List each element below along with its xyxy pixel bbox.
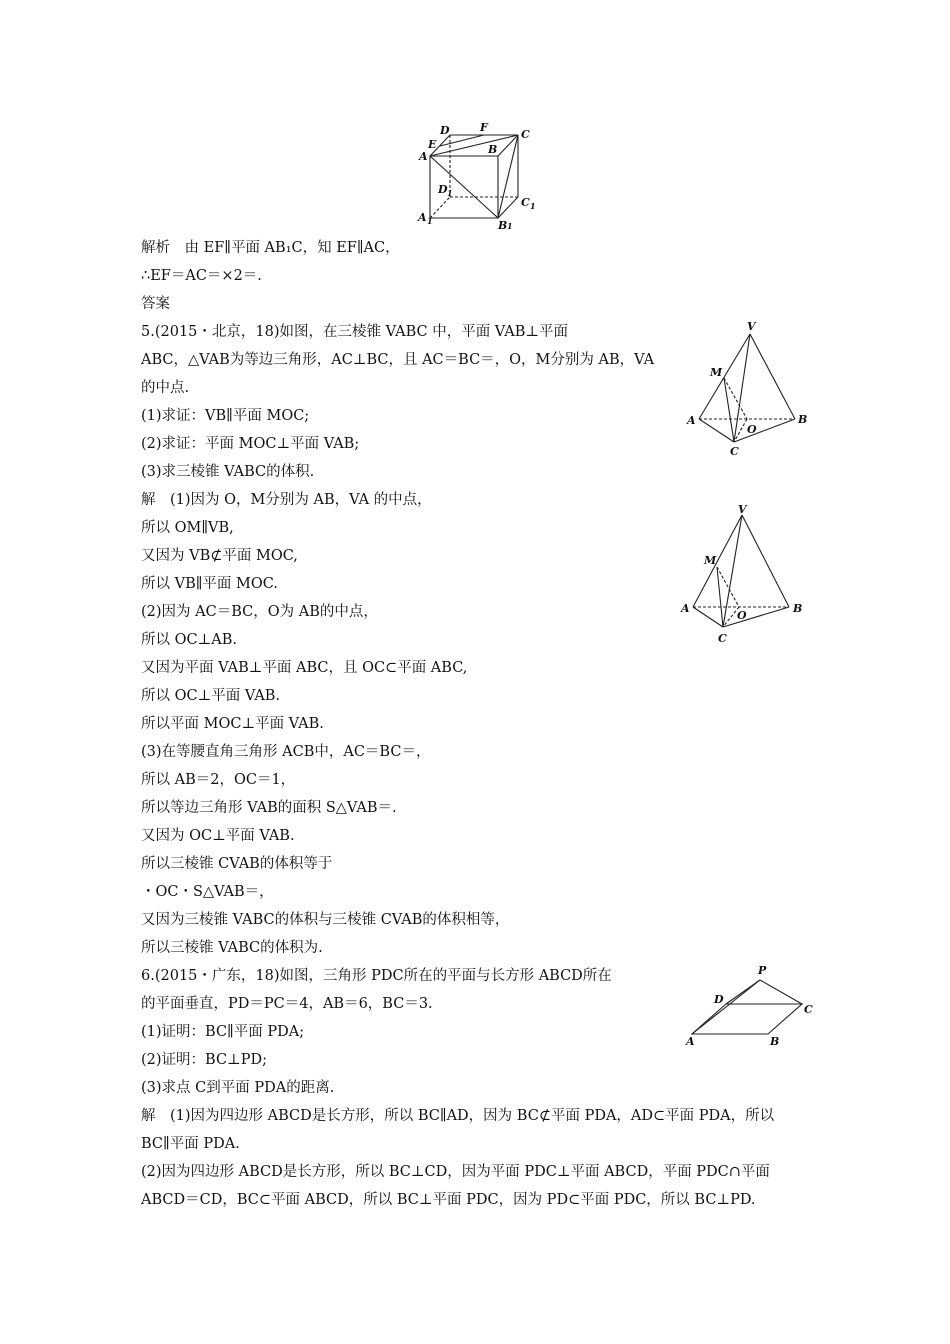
- cube-label-a1-sub: 1: [427, 216, 433, 226]
- q6-stem-line1: 6.(2015・广东，18)如图，三角形 PDC所在的平面与长方形 ABCD所在: [141, 968, 612, 984]
- cube-label-d: D: [440, 124, 450, 137]
- cube-label-b1: B: [498, 219, 508, 230]
- q5-solution-line13: 又因为 OC⊥平面 VAB.: [141, 828, 295, 844]
- pyr1-label-c: C: [730, 445, 739, 458]
- cube-label-a: A: [419, 150, 428, 163]
- prism-label-d: D: [714, 993, 724, 1006]
- q5-solution-line4: 所以 VB∥平面 MOC.: [141, 576, 278, 592]
- q5-stem-line3: 的中点.: [141, 380, 190, 396]
- pyramid-figure-1: [683, 318, 813, 460]
- cube-figure: [410, 118, 550, 230]
- analysis-result-line: ∴EF＝AC＝×2＝.: [141, 268, 262, 284]
- prism-label-a: A: [686, 1035, 695, 1048]
- pyr1-label-o: O: [747, 423, 757, 436]
- q6-part3: (3)求点 C到平面 PDA的距离.: [141, 1080, 335, 1096]
- q6-stem-line2: 的平面垂直，PD＝PC＝4，AB＝6，BC＝3.: [141, 996, 433, 1012]
- q5-part3: (3)求三棱锥 VABC的体积.: [141, 464, 315, 480]
- q5-solution-line14: 所以三棱锥 CVAB的体积等于: [141, 856, 333, 872]
- q5-solution-line9: 所以平面 MOC⊥平面 VAB.: [141, 716, 324, 732]
- pyr2-label-v: V: [738, 503, 747, 516]
- cube-label-d1: D: [438, 183, 448, 196]
- cube-label-b: B: [488, 143, 498, 156]
- q6-part1: (1)证明：BC∥平面 PDA;: [141, 1024, 305, 1040]
- pyr1-label-m: M: [710, 366, 723, 379]
- pyr2-label-m: M: [704, 554, 717, 567]
- q5-part1: (1)求证：VB∥平面 MOC;: [141, 408, 310, 424]
- q5-solution-line6: 所以 OC⊥AB.: [141, 632, 237, 648]
- q5-solution-line3: 又因为 VB⊄平面 MOC,: [141, 548, 298, 564]
- q5-solution-line1: 解 (1)因为 O，M分别为 AB，VA 的中点，: [141, 492, 432, 508]
- q5-solution-line2: 所以 OM∥VB,: [141, 520, 234, 536]
- q6-solution-line3: (2)因为四边形 ABCD是长方形，所以 BC⊥CD，因为平面 PDC⊥平面 ABCD，平面 PDC∩平面: [141, 1164, 770, 1180]
- q6-solution-line4: ABCD＝CD，BC⊂平面 ABCD，所以 BC⊥平面 PDC，因为 PD⊂平面 PDC，所以 BC⊥PD.: [141, 1192, 756, 1208]
- cube-label-c: C: [521, 128, 530, 141]
- prism-label-p: P: [758, 964, 767, 977]
- q5-stem-line1: 5.(2015・北京，18)如图，在三棱锥 VABC 中，平面 VAB⊥平面: [141, 324, 569, 340]
- analysis-line: 解析 由 EF∥平面 AB₁C，知 EF∥AC，: [141, 240, 400, 256]
- q6-solution-line1: 解 (1)因为四边形 ABCD是长方形，所以 BC∥AD，因为 BC⊄平面 PDA，AD⊂平面 PDA，所以: [141, 1108, 775, 1124]
- pyr2-label-a: A: [681, 602, 690, 615]
- cube-label-e: E: [428, 138, 437, 151]
- q5-part2: (2)求证：平面 MOC⊥平面 VAB;: [141, 436, 360, 452]
- prism-label-b: B: [770, 1035, 780, 1048]
- pyr1-label-a: A: [687, 414, 696, 427]
- cube-label-a1: A: [418, 211, 427, 224]
- q5-solution-line12: 所以等边三角形 VAB的面积 S△VAB＝.: [141, 800, 397, 816]
- q6-solution-line2: BC∥平面 PDA.: [141, 1136, 240, 1152]
- q5-solution-line10: (3)在等腰直角三角形 ACB中，AC＝BC＝，: [141, 744, 431, 760]
- cube-label-c1: C: [521, 196, 530, 209]
- pyr2-label-o: O: [737, 609, 747, 622]
- cube-label-c1-sub: 1: [530, 201, 536, 211]
- q5-solution-line7: 又因为平面 VAB⊥平面 ABC，且 OC⊂平面 ABC,: [141, 660, 468, 676]
- pyr1-label-v: V: [747, 320, 756, 333]
- q5-solution-line8: 所以 OC⊥平面 VAB.: [141, 688, 281, 704]
- prism-label-c: C: [804, 1003, 813, 1016]
- cube-label-d1-sub: 1: [447, 188, 453, 198]
- q5-solution-line17: 所以三棱锥 VABC的体积为.: [141, 940, 323, 956]
- cube-label-b1-sub: 1: [507, 221, 513, 230]
- answer-label: 答案: [141, 296, 170, 312]
- q5-stem-line2: ABC，△VAB为等边三角形，AC⊥BC，且 AC＝BC＝，O，M分别为 AB，VA: [141, 352, 655, 368]
- pyr2-label-c: C: [718, 632, 727, 645]
- pyr2-label-b: B: [793, 602, 803, 615]
- cube-label-f: F: [480, 121, 488, 134]
- pyramid-figure-2: [676, 503, 806, 645]
- q6-part2: (2)证明：BC⊥PD;: [141, 1052, 267, 1068]
- q5-solution-line15: ・OC・S△VAB＝，: [141, 884, 274, 900]
- q5-solution-line16: 又因为三棱锥 VABC的体积与三棱锥 CVAB的体积相等，: [141, 912, 510, 928]
- pyr1-label-b: B: [798, 413, 808, 426]
- prism-figure: [680, 960, 820, 1048]
- q5-solution-line11: 所以 AB＝2，OC＝1，: [141, 772, 296, 788]
- q5-solution-line5: (2)因为 AC＝BC，O为 AB的中点，: [141, 604, 378, 620]
